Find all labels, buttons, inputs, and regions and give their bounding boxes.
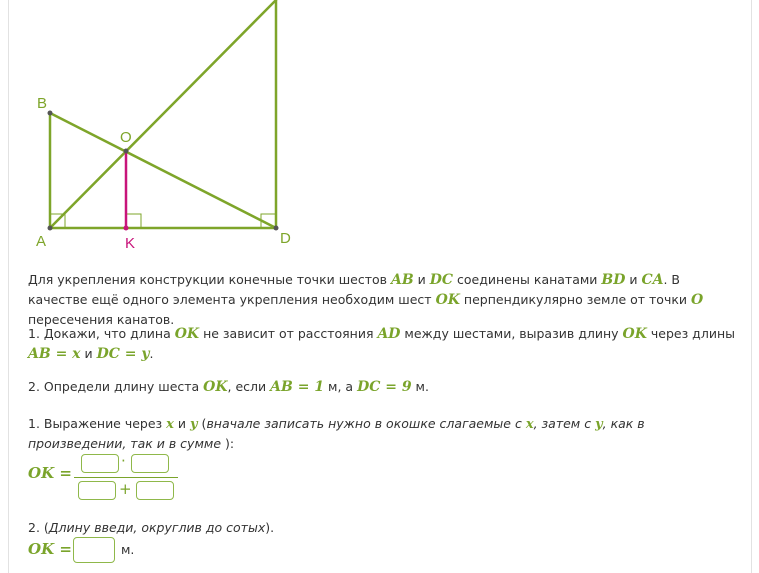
answer1-hint-1: вначале записать нужно в окошке слагаемые с	[206, 416, 526, 431]
numerator-input-1[interactable]	[81, 454, 119, 473]
task-1	[28, 324, 743, 364]
math-ok: OK	[203, 379, 228, 395]
denominator-input-2[interactable]	[136, 481, 174, 500]
math-ok: OK	[622, 326, 647, 342]
math-dc: DC	[429, 272, 454, 288]
task1-text-2: не зависит от расстояния	[199, 326, 378, 341]
task1-text-3: между шестами, выразив длину	[400, 326, 623, 341]
geometry-figure	[0, 0, 759, 260]
task1-text-1: 1. Докажи, что длина	[28, 326, 175, 341]
multiply-sign: ·	[121, 452, 126, 470]
fraction-line	[74, 477, 178, 478]
point-k	[124, 226, 129, 231]
length-input[interactable]	[73, 537, 115, 563]
task2-text-3: м, а	[324, 379, 358, 394]
answer2-lhs-ok: OK =	[28, 540, 72, 558]
math-x: x	[166, 417, 174, 432]
problem-intro	[28, 270, 743, 329]
math-y: y	[595, 417, 603, 432]
rope-ca	[50, 0, 276, 228]
right-angle-marks	[50, 214, 276, 228]
task2-text-2: , если	[227, 379, 271, 394]
task1-text-4: через длины	[646, 326, 735, 341]
intro-text-3: соединены канатами	[453, 272, 602, 287]
denominator-input-1[interactable]	[78, 481, 116, 500]
point-d	[274, 226, 279, 231]
math-dc-eq-y: DC = y	[96, 346, 150, 362]
task-2	[28, 377, 743, 397]
math-ok: OK	[435, 292, 460, 308]
task1-text-5: и	[80, 346, 97, 361]
math-bd: BD	[601, 272, 626, 288]
answer1-text-3: (	[197, 416, 207, 431]
intro-text-1: Для укрепления конструкции конечные точки шестов	[28, 272, 391, 287]
answer2-text-1: 2. (	[28, 520, 49, 535]
answer-1-instructions	[28, 414, 743, 453]
point-o	[124, 149, 129, 154]
figure-lines	[50, 0, 276, 228]
task2-text-4: м.	[411, 379, 429, 394]
unit-meters: м.	[121, 542, 135, 557]
label-a: A	[36, 233, 47, 250]
label-d: D	[280, 230, 291, 247]
intro-text-6: перпендикулярно земле от точки	[459, 292, 691, 307]
answer2-hint: Длину введи, округлив до сотых	[48, 520, 266, 535]
answer1-text-1: 1. Выражение через	[28, 416, 167, 431]
plus-sign: +	[119, 480, 132, 498]
math-ab: AB	[390, 272, 414, 288]
point-a	[48, 226, 53, 231]
math-o: O	[690, 292, 704, 308]
intro-text-2: и	[413, 272, 430, 287]
math-ok: OK	[174, 326, 200, 342]
math-ca: CA	[641, 272, 664, 288]
answer1-hint-2: , затем с	[533, 416, 596, 431]
rope-bd	[50, 113, 276, 228]
label-b: B	[37, 95, 48, 112]
answer1-text-4: ):	[221, 436, 235, 451]
numerator-input-2[interactable]	[131, 454, 169, 473]
intro-text-4: и	[625, 272, 642, 287]
right-angle-k	[126, 214, 141, 228]
answer-2-instructions	[28, 518, 743, 537]
intro-text-5: . В качестве ещё одного элемента укрепления необходим шест	[28, 272, 681, 307]
point-b	[48, 111, 53, 116]
math-x: x	[525, 417, 534, 432]
math-y: y	[190, 417, 198, 432]
label-k: K	[125, 235, 136, 252]
formula-lhs-ok: OK =	[28, 464, 72, 482]
math-ab-eq-x: AB = x	[28, 346, 81, 362]
math-ab-eq-1: AB = 1	[270, 379, 325, 395]
intro-text-7: пересечения канатов.	[28, 312, 175, 327]
label-o: O	[120, 129, 132, 146]
task1-text-6: .	[149, 346, 154, 361]
answer1-hint-3: , как в произведении, так и в сумме	[28, 416, 645, 451]
answer2-text-2: ).	[265, 520, 275, 535]
math-ad: AD	[377, 326, 401, 342]
answer1-text-2: и	[173, 416, 191, 431]
task2-text-1: 2. Определи длину шеста	[28, 379, 204, 394]
math-dc-eq-9: DC = 9	[357, 379, 412, 395]
